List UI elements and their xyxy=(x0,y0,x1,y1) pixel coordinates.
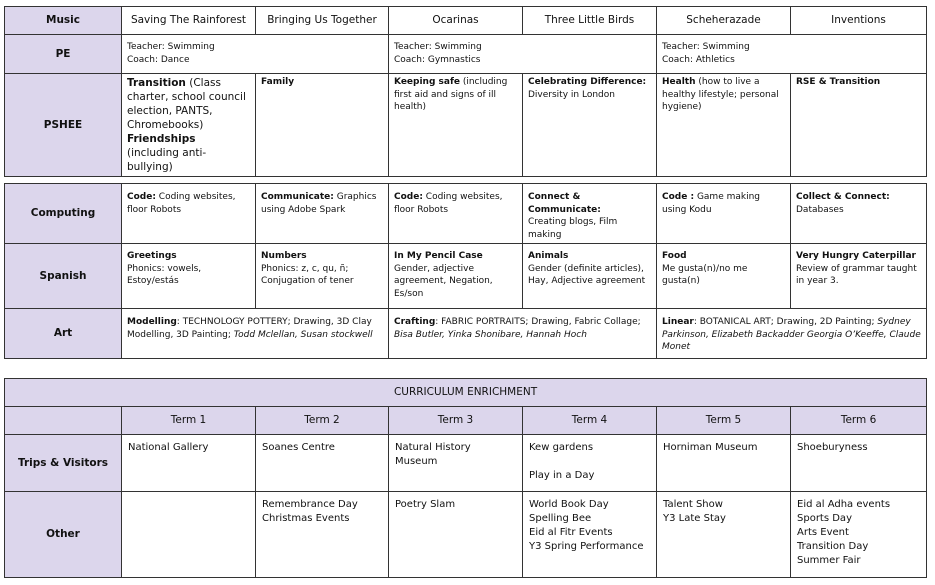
computing-2-heading: Communicate: xyxy=(261,192,334,202)
other-term-6-item-3: Arts Event xyxy=(797,527,849,538)
music-row xyxy=(5,7,927,35)
other-term-1 xyxy=(122,492,256,578)
art-3-heading: Linear xyxy=(662,317,694,327)
music-topic-4: Three Little Birds xyxy=(523,7,657,35)
trips-term-2: Soanes Centre xyxy=(256,435,389,492)
computing-cell-2 xyxy=(256,184,389,244)
other-term-4-item-1: World Book Day xyxy=(529,499,609,510)
pe-cell-terms-3-4 xyxy=(389,35,657,74)
computing-row xyxy=(5,184,927,244)
pe-coach-2: Coach: Gymnastics xyxy=(394,54,481,65)
music-label: Music xyxy=(5,7,122,35)
trips-term-3: Natural History Museum xyxy=(389,435,523,492)
term-2-header: Term 2 xyxy=(256,407,389,435)
other-row xyxy=(5,492,927,578)
other-term-2 xyxy=(256,492,389,578)
spanish-3-heading: In My Pencil Case xyxy=(394,251,483,261)
pe-coach-1: Coach: Dance xyxy=(127,54,190,65)
spanish-cell-1 xyxy=(122,244,256,309)
pshee-cell-4 xyxy=(523,74,657,177)
other-term-4-item-3: Eid al Fitr Events xyxy=(529,527,613,538)
spanish-cell-5 xyxy=(657,244,791,309)
spanish-5-heading: Food xyxy=(662,251,687,261)
trips-term-5: Horniman Museum xyxy=(657,435,791,492)
art-3-artists: Sydney Parkinson, Elizabeth Backadder Georgia O’Keeffe, Claude Monet xyxy=(662,317,921,352)
trips-row xyxy=(5,435,927,492)
other-term-5 xyxy=(657,492,791,578)
pe-label: PE xyxy=(5,35,122,74)
music-pe-pshee-table xyxy=(4,6,927,177)
music-topic-5: Scheherazade xyxy=(657,7,791,35)
term-4-header: Term 4 xyxy=(523,407,657,435)
pshee-cell-1 xyxy=(122,74,256,177)
spanish-2-text: Phonics: z, c, qu, ñ; Conjugation of tener xyxy=(261,263,354,286)
art-row xyxy=(5,309,927,359)
other-term-3-item-1: Poetry Slam xyxy=(395,499,456,510)
trips-term-4-item-1: Kew gardens xyxy=(529,442,594,453)
other-term-6-item-1: Eid al Adha events xyxy=(797,499,891,510)
pe-cell-terms-1-2 xyxy=(122,35,389,74)
enrichment-title: CURRICULUM ENRICHMENT xyxy=(5,379,927,407)
spanish-5-text: Me gusta(n)/no me gusta(n) xyxy=(662,263,748,286)
pe-row xyxy=(5,35,927,74)
art-2-heading: Crafting xyxy=(394,317,436,327)
other-term-6-item-2: Sports Day xyxy=(797,513,852,524)
pe-teacher-2: Teacher: Swimming xyxy=(394,42,482,52)
other-label: Other xyxy=(5,492,122,578)
trips-term-4-spacer xyxy=(529,455,650,469)
other-term-4 xyxy=(523,492,657,578)
other-term-5-item-1: Talent Show xyxy=(663,499,723,510)
computing-2-text: Graphics using Adobe Spark xyxy=(261,192,377,215)
pshee-celebrating-difference-heading: Celebrating Difference: xyxy=(528,77,647,87)
enrichment-title-row xyxy=(5,379,927,407)
spanish-cell-2 xyxy=(256,244,389,309)
computing-cell-3 xyxy=(389,184,523,244)
pshee-rse-heading: RSE & Transition xyxy=(796,77,881,87)
trips-term-4-item-2: Play in a Day xyxy=(529,470,595,481)
music-topic-2: Bringing Us Together xyxy=(256,7,389,35)
other-term-5-item-2: Y3 Late Stay xyxy=(663,513,726,524)
spanish-cell-3 xyxy=(389,244,523,309)
pe-coach-3: Coach: Athletics xyxy=(662,54,735,65)
spanish-label: Spanish xyxy=(5,244,122,309)
music-topic-1: Saving The Rainforest xyxy=(122,7,256,35)
art-cell-3 xyxy=(657,309,927,359)
spanish-2-heading: Numbers xyxy=(261,251,307,261)
pshee-transition-text: (Class charter, school council election, PANTS, Chromebooks) xyxy=(127,77,246,131)
pshee-celebrating-difference-text: Diversity in London xyxy=(528,89,615,100)
trips-label: Trips & Visitors xyxy=(5,435,122,492)
pshee-transition-heading: Transition xyxy=(127,77,186,89)
other-term-2-item-2: Christmas Events xyxy=(262,513,350,524)
pshee-row xyxy=(5,74,927,177)
computing-3-text: Coding websites, floor Robots xyxy=(394,192,503,215)
computing-5-text: Game making using Kodu xyxy=(662,192,761,215)
pshee-health-text: (how to live a healthy lifestyle; personal hygiene) xyxy=(662,77,779,112)
art-2-text: : FABRIC PORTRAITS; Drawing, Fabric Collage; xyxy=(435,317,641,327)
pshee-cell-3 xyxy=(389,74,523,177)
spanish-4-text: Gender (definite articles), Hay, Adjective agreement xyxy=(528,263,646,286)
art-3-text: : BOTANICAL ART; Drawing, 2D Painting; xyxy=(693,317,878,327)
pe-cell-terms-5-6 xyxy=(657,35,927,74)
art-1-artists: Todd Mclellan, Susan stockwell xyxy=(233,329,373,340)
computing-cell-1 xyxy=(122,184,256,244)
spanish-1-heading: Greetings xyxy=(127,251,177,261)
music-topic-3: Ocarinas xyxy=(389,7,523,35)
other-term-6-item-5: Summer Fair xyxy=(797,555,861,566)
pshee-keeping-safe-text: (including first aid and signs of ill health) xyxy=(394,77,508,112)
pshee-friendships-heading: Friendships xyxy=(127,133,196,145)
pshee-family-heading: Family xyxy=(261,77,295,87)
spanish-1-text: Phonics: vowels, Estoy/estás xyxy=(127,263,202,286)
computing-cell-5 xyxy=(657,184,791,244)
art-1-heading: Modelling xyxy=(127,317,177,327)
pe-teacher-1: Teacher: Swimming xyxy=(127,42,215,52)
computing-1-text: Coding websites, floor Robots xyxy=(127,192,236,215)
spanish-6-heading: Very Hungry Caterpillar xyxy=(796,251,916,261)
pshee-health-heading: Health xyxy=(662,77,696,87)
art-cell-1 xyxy=(122,309,389,359)
pe-teacher-3: Teacher: Swimming xyxy=(662,42,750,52)
art-1-text: : TECHNOLOGY POTTERY; Drawing, 3D Clay Modelling, 3D Painting; xyxy=(127,317,372,340)
curriculum-enrichment-table xyxy=(4,378,927,578)
pshee-friendships-text: (including anti-bullying) xyxy=(127,147,207,173)
trips-term-4 xyxy=(523,435,657,492)
term-6-header: Term 6 xyxy=(791,407,927,435)
other-term-3 xyxy=(389,492,523,578)
trips-term-6: Shoeburyness xyxy=(791,435,927,492)
spanish-4-heading: Animals xyxy=(528,251,569,261)
other-term-6-item-4: Transition Day xyxy=(797,541,869,552)
art-2-artists: Bisa Butler, Yinka Shonibare, Hannah Hoch xyxy=(394,329,587,340)
other-term-2-item-1: Remembrance Day xyxy=(262,499,358,510)
computing-6-heading: Collect & Connect: xyxy=(796,192,890,202)
spanish-3-text: Gender, adjective agreement, Negation, Es/son xyxy=(394,263,493,299)
art-cell-2 xyxy=(389,309,657,359)
pshee-cell-5 xyxy=(657,74,791,177)
pshee-cell-6 xyxy=(791,74,927,177)
computing-cell-4 xyxy=(523,184,657,244)
term-1-header: Term 1 xyxy=(122,407,256,435)
spanish-row xyxy=(5,244,927,309)
other-term-6 xyxy=(791,492,927,578)
computing-label: Computing xyxy=(5,184,122,244)
computing-1-heading: Code: xyxy=(127,192,156,202)
computing-spanish-art-table xyxy=(4,183,927,359)
music-topic-6: Inventions xyxy=(791,7,927,35)
other-term-4-item-4: Y3 Spring Performance xyxy=(529,541,644,552)
computing-5-heading: Code : xyxy=(662,192,695,202)
term-5-header: Term 5 xyxy=(657,407,791,435)
computing-4-text: Creating blogs, Film making xyxy=(528,217,618,240)
computing-cell-6 xyxy=(791,184,927,244)
computing-4-heading: Connect & Communicate: xyxy=(528,192,601,215)
terms-header-row xyxy=(5,407,927,435)
term-3-header: Term 3 xyxy=(389,407,523,435)
computing-6-text: Databases xyxy=(796,204,844,215)
pshee-cell-2 xyxy=(256,74,389,177)
terms-header-blank xyxy=(5,407,122,435)
art-label: Art xyxy=(5,309,122,359)
other-term-4-item-2: Spelling Bee xyxy=(529,513,592,524)
spanish-6-text: Review of grammar taught in year 3. xyxy=(796,263,917,286)
pshee-keeping-safe-heading: Keeping safe xyxy=(394,77,460,87)
spanish-cell-6 xyxy=(791,244,927,309)
trips-term-1: National Gallery xyxy=(122,435,256,492)
computing-3-heading: Code: xyxy=(394,192,423,202)
spanish-cell-4 xyxy=(523,244,657,309)
pshee-label: PSHEE xyxy=(5,74,122,177)
